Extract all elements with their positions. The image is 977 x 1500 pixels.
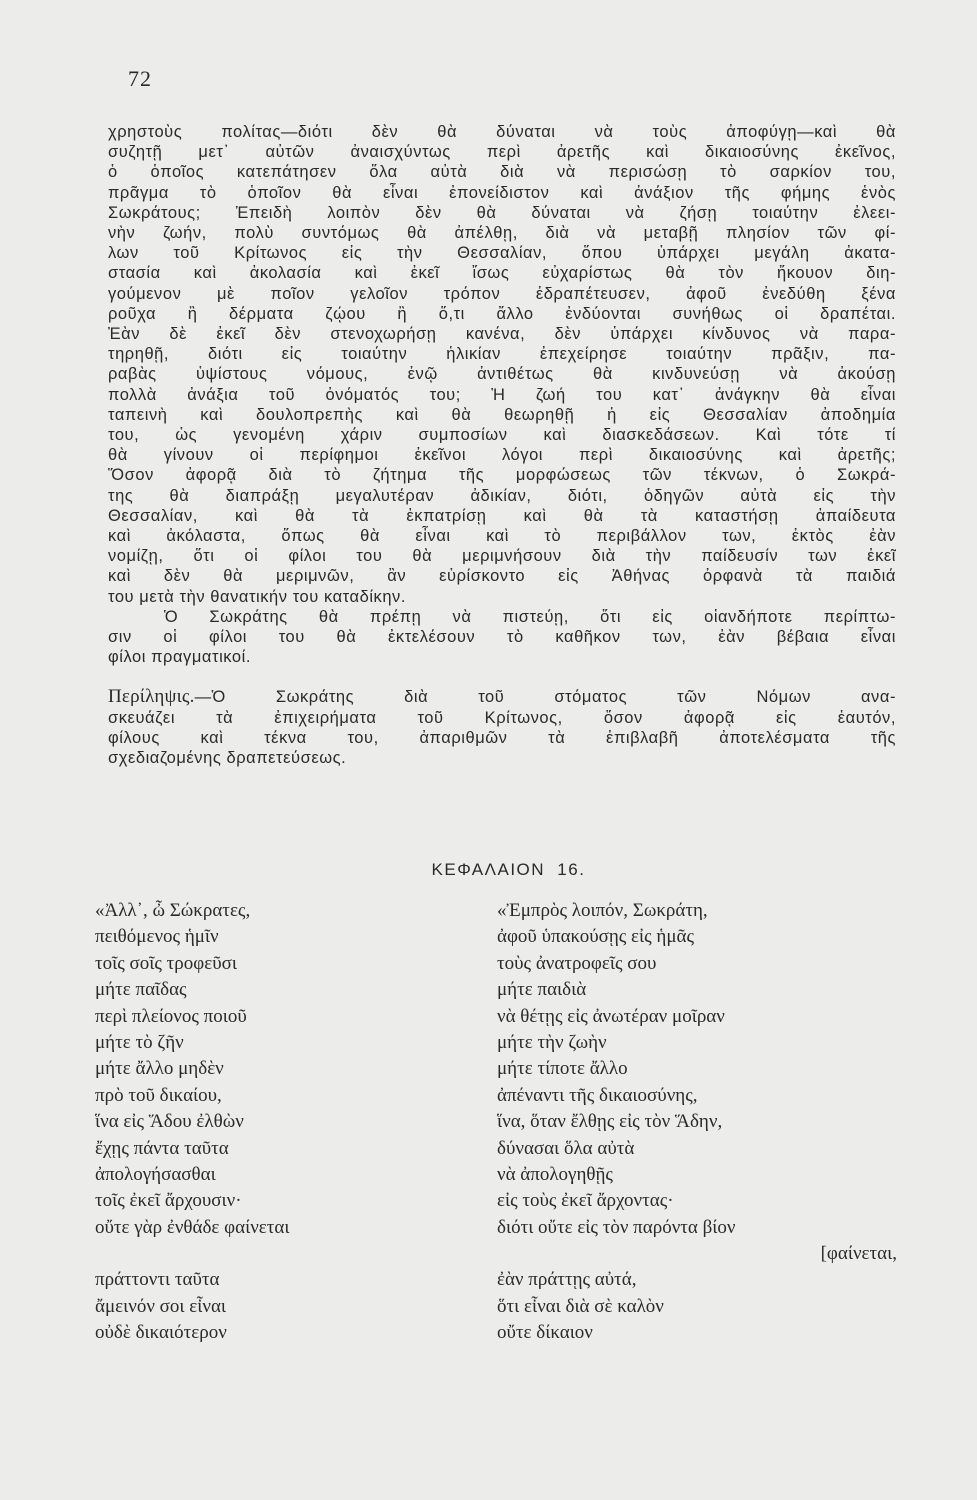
summary-line: σχεδιαζομένης δραπετεύσεως. <box>108 749 347 768</box>
verse-line: τοῖς σοῖς τροφεῦσι <box>95 952 237 974</box>
text-line: καὶ ἀκόλαστα, ὅπως θὰ εἶναι καὶ τὸ περιβάλλον των, ἐκτὸς ἐὰν <box>108 527 896 546</box>
text-line: τηρηθῇ, διότι εἰς τοιαύτην ἡλικίαν ἐπεχείρησε τοιαύτην πρᾶξιν, πα- <box>108 345 896 364</box>
translation-line: ὅτι εἶναι διὰ σὲ καλὸν <box>497 1295 664 1317</box>
translation-line: μήτε τίποτε ἄλλο <box>497 1058 628 1080</box>
verse-line: ἀπολογήσασθαι <box>95 1163 216 1185</box>
text-line: του μετὰ τὴν θανατικήν του καταδίκην. <box>108 587 406 606</box>
translation-line: ἵνα, ὅταν ἔλθῃς εἰς τὸν Ἅδην, <box>497 1111 723 1133</box>
verse-line: πειθόμενος ἡμῖν <box>95 926 219 948</box>
translation-line: δύνασαι ὅλα αὐτὰ <box>497 1137 635 1159</box>
translation-line: οὔτε δίκαιον <box>497 1322 593 1344</box>
translation-line: ἐὰν πράττῃς αὐτά, <box>497 1269 637 1291</box>
text-line: Ἐὰν δὲ ἐκεῖ δὲν στενοχωρήσῃ κανένα, δὲν ὑπάρχει κίνδυνος νὰ παρα- <box>108 325 896 344</box>
verse-line: περὶ πλείονος ποιοῦ <box>95 1005 247 1027</box>
summary-label: Περίληψις. <box>108 687 195 708</box>
translation-line: «Ἐμπρὸς λοιπόν, Σωκράτη, <box>497 900 708 921</box>
translation-line: τοὺς ἀνατροφεῖς σου <box>497 952 657 974</box>
summary-line: φίλους καὶ τέκνα του, ἀπαριθμῶν τὰ ἐπιβλαβῆ ἀποτελέσματα τῆς <box>108 728 896 747</box>
main-text <box>108 122 896 768</box>
translation-line: εἰς τοὺς ἐκεῖ ἄρχοντας· <box>497 1190 674 1212</box>
text-line: ροῦχα ἢ δέρματα ζῴου ἢ ὅ,τι ἄλλο ἐνδύονται συνήθως οἱ δραπέται. <box>108 304 896 323</box>
text-line: φίλοι πραγματικοί. <box>108 648 251 667</box>
summary-first-line <box>108 687 896 707</box>
verse-line: μήτε παῖδας <box>95 979 187 1001</box>
text-line: στασία καὶ ἀκολασία καὶ ἐκεῖ ἴσως εὐχαρίστως θὰ τὸν ἤκουον διη- <box>108 264 896 283</box>
translation-line-continuation: [φαίνεται, <box>820 1243 897 1265</box>
verse-line: οὐδὲ δικαιότερον <box>95 1322 227 1344</box>
text-line: Ὅσον ἀφορᾷ διὰ τὸ ζήτημα τῆς μορφώσεως τῶν τέκνων, ὁ Σωκρά- <box>108 466 896 485</box>
text-line: ταπεινὴ καὶ δουλοπρεπὴς καὶ θὰ θεωρηθῇ ἡ εἰς Θεσσαλίαν ἀποδημία <box>108 405 896 424</box>
verse-line: ἵνα εἰς Ἅδου ἐλθὼν <box>95 1111 244 1133</box>
verse-line-blank <box>95 1241 475 1267</box>
text-line: θὰ γίνουν οἱ περίφημοι ἐκεῖνοι λόγοι περὶ δικαιοσύνης καὶ ἀρετῆς; <box>108 446 896 465</box>
translation-line: ἀπέναντι τῆς δικαιοσύνης, <box>497 1084 698 1106</box>
verse-line: «Ἀλλ᾽, ὦ Σώκρατες, <box>95 900 251 921</box>
original-text-column <box>95 898 475 1347</box>
verse-line: ἄμεινόν σοι εἶναι <box>95 1295 227 1317</box>
text-line: νὴν ζωήν, πολὺ συντόμως θὰ ἀπέλθῃ, διὰ νὰ μεταβῇ πλησίον τῶν φί- <box>108 224 896 243</box>
verse-line: μήτε ἄλλο μηδὲν <box>95 1058 224 1080</box>
translation-line: νὰ θέτῃς εἰς ἀνωτέραν μοῖραν <box>497 1005 725 1027</box>
translation-line: μήτε παιδιὰ <box>497 979 587 1001</box>
text-line: γούμενον μὲ ποῖον γελοῖον τρόπον ἐδραπέτευσεν, ἀφοῦ ἐνεδύθη ξένα <box>108 284 896 303</box>
text-line: πρᾶγμα τὸ ὁποῖον θὰ εἶναι ἐπονείδιστον καὶ ἀνάξιον τῆς φήμης ἑνὸς <box>108 183 896 202</box>
translation-line: ἀφοῦ ὑπακούσῃς εἰς ἡμᾶς <box>497 926 695 948</box>
text-line: ὁ ὁποῖος κατεπάτησεν ὅλα αὐτὰ διὰ νὰ περισώσῃ τὸ σαρκίον του, <box>108 163 896 182</box>
text-line: Ὁ Σωκράτης θὰ πρέπῃ νὰ πιστεύῃ, ὅτι εἰς οἱανδήποτε περίπτω- <box>164 607 896 626</box>
translation-column <box>497 898 917 1347</box>
text-line: καὶ δὲν θὰ μεριμνῶν, ἂν εὑρίσκοντο εἰς Ἀθήνας ὀρφανὰ τὰ παιδιά <box>108 567 896 586</box>
chapter-title: ΚΕΦΑΛΑΙΟΝ <box>431 860 546 879</box>
text-line: του, ὡς γενομένη χάριν συμποσίων καὶ διασκεδάσεων. Καὶ τότε τί <box>108 426 896 445</box>
text-line: συζητῇ μετ᾽ αὐτῶν ἀναισχύντως περὶ ἀρετῆς καὶ δικαιοσύνης ἐκεῖνος, <box>108 143 896 162</box>
verse-line: ἔχῃς πάντα ταῦτα <box>95 1137 229 1159</box>
text-line: νομίζῃ, ὅτι οἱ φίλοι του θὰ μεριμνήσουν διὰ τὴν παίδευσίν των ἐκεῖ <box>108 547 896 566</box>
text-line: χρηστοὺς πολίτας—διότι δὲν θὰ δύναται νὰ τοὺς ἀποφύγῃ—καὶ θὰ <box>108 123 896 141</box>
text-line: Θεσσαλίαν, καὶ θὰ τὰ ἐκπατρίσῃ καὶ θὰ τὰ καταστήσῃ ἀπαίδευτα <box>108 506 896 525</box>
page-number: 72 <box>128 66 152 91</box>
chapter-number: 16. <box>557 860 586 879</box>
text-line: της θὰ διαπράξῃ μεγαλυτέραν ἀδικίαν, διότι, ὁδηγῶν αὐτὰ εἰς τὴν <box>108 486 896 505</box>
verse-line: πράττοντι ταῦτα <box>95 1269 220 1291</box>
translation-line: διότι οὔτε εἰς τὸν παρόντα βίον <box>497 1216 736 1238</box>
text-line: σιν οἱ φίλοι του θὰ ἐκτελέσουν τὸ καθῆκον των, ἐὰν βέβαια εἶναι <box>108 628 896 647</box>
text-line: λων τοῦ Κρίτωνος εἰς τὴν Θεσσαλίαν, ὅπου ὑπάρχει μεγάλη ἀκατα- <box>108 244 896 263</box>
verse-line: μήτε τὸ ζῆν <box>95 1031 184 1053</box>
summary-paragraph <box>108 687 896 768</box>
text-line: πολλὰ ἀνάξια τοῦ ὀνόματός του; Ἡ ζωή του κατ᾽ ἀνάγκην θὰ εἶναι <box>108 385 896 404</box>
summary-text: —Ὁ Σωκράτης διὰ τοῦ στόματος τῶν Νόμων ανα- <box>194 688 896 707</box>
translation-line: νὰ ἀπολογηθῇς <box>497 1163 613 1185</box>
chapter-heading <box>0 860 977 880</box>
summary-line: σκευάζει τὰ ἐπιχειρήματα τοῦ Κρίτωνος, ὅσον ἀφορᾷ εἰς ἑαυτόν, <box>108 708 896 727</box>
text-line: ραβὰς ὑψίστους νόμους, ἐνῷ ἀντιθέτως θὰ κινδυνεύσῃ νὰ ἀκούσῃ <box>108 365 896 384</box>
verse-line: πρὸ τοῦ δικαίου, <box>95 1084 222 1106</box>
translation-line: μήτε τὴν ζωὴν <box>497 1031 607 1053</box>
verse-line: τοῖς ἐκεῖ ἄρχουσιν· <box>95 1190 242 1212</box>
text-line: Σωκράτους; Ἐπειδὴ λοιπὸν δὲν θὰ δύναται νὰ ζήσῃ τοιαύτην ἐλεει- <box>108 203 896 222</box>
verse-line: οὔτε γὰρ ἐνθάδε φαίνεται <box>95 1216 290 1238</box>
